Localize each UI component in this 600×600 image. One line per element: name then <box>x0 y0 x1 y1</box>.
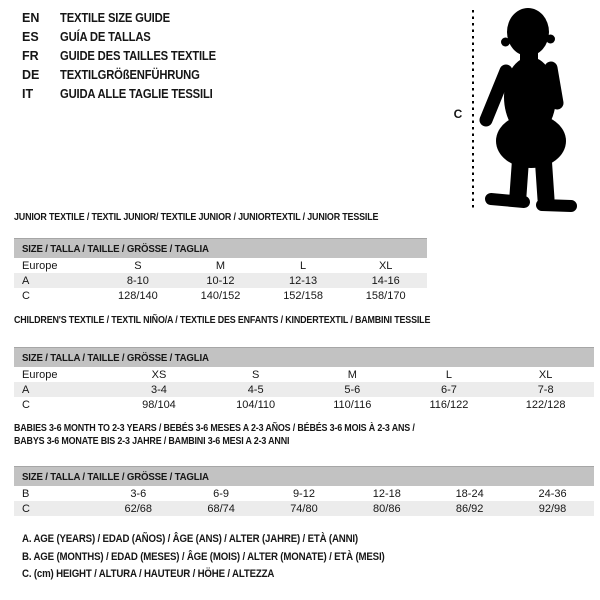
language-code: EN <box>22 11 40 25</box>
row-label: A <box>22 274 30 287</box>
language-label: TEXTILE SIZE GUIDE <box>60 11 170 25</box>
size-cell: 98/104 <box>142 398 176 411</box>
section-title-line: BABIES 3-6 MONTH TO 2-3 YEARS / BEBÉS 3-6 MESES A 2-3 AÑOS / BÉBÉS 3-6 MOIS À 2-3 ANS / <box>14 422 415 434</box>
baby-figure-area <box>448 5 598 217</box>
size-cell: 8-10 <box>126 274 149 287</box>
language-label: GUIDE DES TAILLES TEXTILE <box>60 49 216 63</box>
size-cell: 3-4 <box>151 383 167 396</box>
size-cell: S <box>134 259 142 272</box>
size-cell: 152/158 <box>283 289 323 302</box>
size-cell: 92/98 <box>538 502 567 515</box>
size-cell: 122/128 <box>525 398 566 411</box>
size-table <box>14 466 594 516</box>
size-cell: 7-8 <box>537 383 554 396</box>
size-cell: 14-16 <box>371 274 400 287</box>
row-label: C <box>22 289 30 302</box>
language-code: DE <box>22 68 40 82</box>
size-cell: 80/86 <box>373 502 401 515</box>
size-cell: L <box>300 259 307 272</box>
size-cell: 158/170 <box>365 289 406 302</box>
size-cell: 68/74 <box>207 502 235 515</box>
size-cell: M <box>215 259 226 272</box>
size-header-bar: SIZE / TALLA / TAILLE / GRÖSSE / TAGLIA <box>14 467 594 487</box>
size-cell: XL <box>538 368 553 381</box>
legend-line: B. AGE (MONTHS) / EDAD (MESES) / ÂGE (MOIS) / ALTER (MONATE) / ETÀ (MESI) <box>22 550 385 563</box>
size-cell: 9-12 <box>292 487 315 500</box>
size-cell: 6-7 <box>441 383 457 396</box>
size-cell: 110/116 <box>333 398 372 411</box>
size-table <box>14 238 427 303</box>
language-code: FR <box>22 49 39 63</box>
language-row <box>22 85 233 104</box>
size-cell: 86/92 <box>455 502 484 515</box>
size-header-row <box>14 348 594 368</box>
size-header-row <box>14 467 594 487</box>
size-cell: 10-12 <box>206 274 235 287</box>
legend <box>22 531 434 584</box>
size-header-bar: SIZE / TALLA / TAILLE / GRÖSSE / TAGLIA <box>14 348 594 368</box>
size-cell: 3-6 <box>130 487 147 500</box>
language-label: TEXTILGRÖßENFÜHRUNG <box>60 68 200 82</box>
size-cell: 4-5 <box>247 383 264 396</box>
size-table-section <box>14 211 443 303</box>
legend-line: C. (cm) HEIGHT / ALTURA / HAUTEUR / HÖHE / ALTEZZA <box>22 568 275 580</box>
table-row <box>14 288 427 303</box>
size-cell: 128/140 <box>118 289 158 302</box>
height-measure-line <box>472 10 474 208</box>
table-row <box>14 367 594 382</box>
language-code: ES <box>22 30 39 44</box>
section-title <box>14 211 443 224</box>
language-row <box>22 47 233 66</box>
table-row <box>14 486 594 501</box>
height-measure-label: C <box>453 107 463 121</box>
size-cell: 12-13 <box>289 274 318 287</box>
size-cell: 5-6 <box>344 383 361 396</box>
table-row <box>14 397 594 412</box>
size-cell: 24-36 <box>538 487 567 500</box>
row-label: B <box>22 487 30 500</box>
row-label: C <box>22 398 30 411</box>
size-table-section <box>14 422 594 516</box>
size-header-row <box>14 239 427 259</box>
table-row <box>14 382 594 397</box>
section-title <box>14 422 594 448</box>
row-label: Europe <box>22 368 58 381</box>
language-row <box>22 66 233 85</box>
size-cell: 104/110 <box>236 398 276 411</box>
language-label: GUÍA DE TALLAS <box>60 30 151 44</box>
row-label: Europe <box>22 259 58 272</box>
language-label: GUIDA ALLE TAGLIE TESSILI <box>60 87 213 101</box>
size-cell: M <box>347 368 357 381</box>
size-cell: 18-24 <box>455 487 484 500</box>
size-cell: 140/152 <box>200 289 241 302</box>
section-title-line: BABYS 3-6 MONATE BIS 2-3 JAHRE / BAMBINI 3-6 MESI A 2-3 ANNI <box>14 435 290 447</box>
row-label: C <box>22 502 30 515</box>
size-cell: L <box>445 368 453 381</box>
size-cell: S <box>251 368 260 381</box>
baby-silhouette-icon <box>478 5 594 213</box>
table-row <box>14 273 427 288</box>
language-list <box>22 9 233 104</box>
size-cell: 12-18 <box>372 487 401 500</box>
size-cell: 62/68 <box>124 502 153 515</box>
size-cell: 116/122 <box>429 398 469 411</box>
section-title-line: CHILDREN'S TEXTILE / TEXTIL NIÑO/A / TEXTILE DES ENFANTS / KINDERTEXTIL / BAMBINI TESSILE <box>14 314 431 326</box>
size-cell: XS <box>151 368 167 381</box>
legend-line: A. AGE (YEARS) / EDAD (AÑOS) / ÂGE (ANS) / ALTER (JAHRE) / ETÀ (ANNI) <box>22 533 358 545</box>
table-row <box>14 258 427 273</box>
size-table-section <box>14 314 594 412</box>
size-cell: 74/80 <box>290 502 318 515</box>
language-row <box>22 9 233 28</box>
section-title <box>14 314 594 327</box>
size-header-bar: SIZE / TALLA / TAILLE / GRÖSSE / TAGLIA <box>14 239 427 259</box>
section-title-line: JUNIOR TEXTILE / TEXTIL JUNIOR/ TEXTILE JUNIOR / JUNIORTEXTIL / JUNIOR TESSILE <box>14 211 379 223</box>
size-table <box>14 347 594 412</box>
row-label: A <box>22 383 30 396</box>
size-cell: XL <box>378 259 393 272</box>
size-cell: 6-9 <box>213 487 230 500</box>
table-row <box>14 501 594 516</box>
language-code: IT <box>22 87 34 101</box>
language-row <box>22 28 233 47</box>
